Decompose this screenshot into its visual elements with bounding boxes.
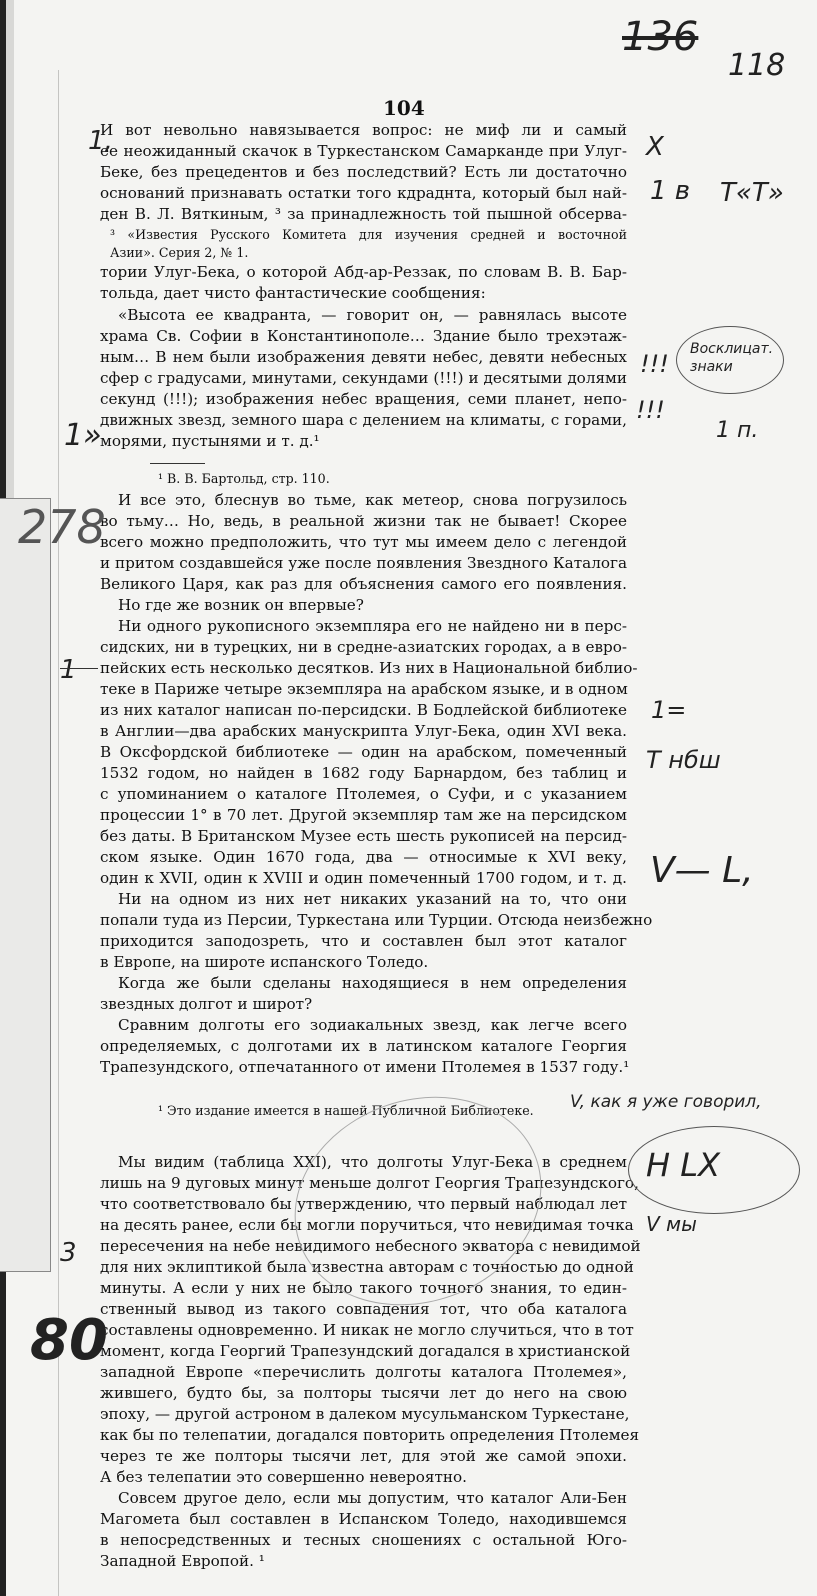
footnote-line: ¹ В. В. Бартольд, стр. 110. (158, 471, 330, 486)
text-line: лишь на 9 дуговых минут меньше долгот Георгия Трапезундского, (100, 1174, 639, 1192)
text-line: Ни одного рукописного экземпляра его не найдено ни в перс- (118, 617, 627, 635)
quote-line: морями, пустынями и т. д.¹ (100, 432, 320, 450)
quote-line: «Высота ее квадранта, — говорит он, — равнялась высоте (118, 306, 627, 324)
text-line: момент, когда Георгий Трапезундский догадался в христианской (100, 1342, 631, 1360)
margin-note: Т нбш (646, 746, 721, 774)
paragraph-tori (100, 262, 627, 304)
margin-note: 3 (60, 1238, 77, 1268)
margin-note: Восклицат. знаки (690, 341, 774, 375)
paragraph-intro (100, 120, 627, 225)
quote-line: движных звезд, земного шара с делением на климаты, с горами, (100, 411, 627, 429)
text-line: 1532 годом, но найден в 1682 году Барнардом, без таблиц и (100, 764, 627, 782)
text-line: процессии 1° в 70 лет. Другой экземпляр там же на персидском (100, 806, 627, 824)
footnote-3 (110, 226, 627, 262)
handwritten-old-page-number: 136 (622, 14, 699, 60)
footnote-line: ¹ Это издание имеется в нашей Публичной Библиотеке. (158, 1103, 534, 1118)
text-line: И вот невольно навязывается вопрос: не миф ли и самый (100, 121, 627, 139)
margin-note: 1 п. (716, 418, 759, 443)
text-line: В Оксфордской библиотеке — один на арабском, помеченный (100, 743, 627, 761)
margin-note: 1 (60, 655, 77, 685)
text-line: А без телепатии это совершенно невероятно. (100, 1468, 467, 1486)
text-line: на десять ранее, если бы могли поручиться, что невидимая точка (100, 1216, 634, 1234)
text-line: из них каталог написан по-персидски. В Бодлейской библиотеке (100, 701, 627, 719)
text-line: в непосредственных и тесных сношениях с остальной Юго- (100, 1531, 627, 1549)
text-line: с упоминанием о каталоге Птолемея, о Суфи, и с указанием (100, 785, 627, 803)
text-line: западной Европе «перечислить долготы каталога Птолемея», (100, 1363, 627, 1381)
text-line: пересечения на небе невидимого небесного экватора с невидимой (100, 1237, 641, 1255)
text-line: ственный вывод из такого совпадения тот, что оба каталога (100, 1300, 627, 1318)
text-line: эпоху, — другой астроном в далеком мусульманском Туркестане, (100, 1405, 630, 1423)
text-line: определяемых, с долготами их в латинском каталоге Георгия (100, 1037, 627, 1055)
quote-line: ным… В нем были изображения девяти небес, девяти небесных (100, 348, 627, 366)
page-number: 104 (383, 96, 425, 120)
text-line: Западной Европой. ¹ (100, 1552, 265, 1570)
text-line: Ни на одном из них нет никаких указаний на то, что они (118, 890, 627, 908)
margin-note: 1, (88, 126, 113, 156)
margin-note: 1» (64, 418, 102, 453)
text-line: ден В. Л. Вяткиным, ³ за принадлежность той пышной обсерва- (100, 205, 627, 223)
text-line: приходится заподозреть, что и составлен был этот каталог (100, 932, 627, 950)
margin-note: H LX (646, 1146, 720, 1184)
text-line: ском языке. Один 1670 года, два — относимые к XVI веку, (100, 848, 627, 866)
text-line: для них эклиптикой была известна авторам с точностью до одной (100, 1258, 634, 1276)
margin-note: 80 (30, 1308, 108, 1373)
text-line: тории Улуг-Бека, о которой Абд-ар-Реззак, по словам В. В. Бар- (100, 263, 627, 281)
footnote-line: Азии». Серия 2, № 1. (110, 245, 249, 260)
main-text (100, 490, 653, 1078)
quote-block (100, 305, 627, 452)
text-line: Но где же возник он впервые? (118, 596, 364, 614)
text-line: через те же полторы тысячи лет, для этой же самой эпохи. (100, 1447, 627, 1465)
text-line: Беке, без прецедентов и без последствий? Есть ли достаточно (100, 163, 627, 181)
margin-note: !!! (640, 350, 669, 378)
margin-note: Т«Т» (720, 178, 784, 208)
text-line: один к XVII, один к XVIII и один помеченный 1700 годом, и т. д. (100, 869, 627, 887)
text-line: оснований признавать остатки того кдраднта, который был най- (100, 184, 627, 202)
margin-dash (60, 668, 98, 669)
margin-note: !!! (636, 396, 665, 424)
quote-line: сфер с градусами, минутами, секундами (!!!) и десятыми долями (100, 369, 627, 387)
text-line: составлены одновременно. И никак не могло случиться, что в тот (100, 1321, 634, 1339)
text-line: Магомета был составлен в Испанском Толедо, находившемся (100, 1510, 627, 1528)
margin-note: X (646, 132, 664, 162)
text-line: минуты. А если у них не было такого точного знания, то един- (100, 1279, 627, 1297)
text-line: сидских, ни в турецких, ни в средне-азиатских городах, а в евро- (100, 638, 627, 656)
quote-line: секунд (!!!); изображения небес вращения, семи планет, непо- (100, 390, 627, 408)
text-line: пейских есть несколько десятков. Из них в Национальной библио- (100, 659, 638, 677)
text-line: тольда, дает чисто фантастические сообщения: (100, 284, 486, 302)
margin-note: V— L, (650, 850, 754, 891)
text-line: Совсем другое дело, если мы допустим, что каталог Али-Бен (118, 1489, 627, 1507)
scan-attached-slip (0, 498, 51, 1272)
text-line: попали туда из Персии, Туркестана или Турции. Отсюда неизбежно (100, 911, 653, 929)
text-line: в Англии—два арабских манускрипта Улуг-Бека, один XVI века. (100, 722, 627, 740)
text-line: Великого Царя, как раз для объяснения самого его появления. (100, 575, 627, 593)
text-line: Когда же были сделаны находящиеся в нем определения (118, 974, 627, 992)
scan-margin-strip (6, 0, 14, 500)
text-line: И все это, блеснув во тьме, как метеор, снова погрузилось (118, 491, 627, 509)
text-line: Мы видим (таблица XXI), что долготы Улуг-Бека в среднем (118, 1153, 627, 1171)
text-line: и притом создавшейся уже после появления Звездного Каталога (100, 554, 627, 572)
text-line: теке в Париже четыре экземпляра на арабском языке, и в одном (100, 680, 628, 698)
footnote-1a (158, 470, 558, 488)
text-line: звездных долгот и широт? (100, 995, 313, 1013)
text-line: всего можно предположить, что тут мы имеем дело с легендой (100, 533, 627, 551)
text-line: Трапезундского, отпечатанного от имени Птолемея в 1537 году.¹ (100, 1058, 630, 1076)
quote-line: храма Св. Софии в Константинополе… Здание было трехэтаж- (100, 327, 627, 345)
text-line: в Европе, на широте испанского Толедо. (100, 953, 429, 971)
footnote-line: ³ «Известия Русского Комитета для изучения средней и восточной (110, 227, 627, 242)
margin-note: V, как я уже говорил, (570, 1092, 762, 1112)
text-line: во тьму… Но, ведь, в реальной жизни так не бывает! Скорее (100, 512, 627, 530)
margin-note: 1 в (650, 176, 691, 206)
margin-note: 278 (18, 500, 106, 554)
margin-note: 1= (651, 696, 687, 724)
text-line: ее неожиданный скачок в Туркестанском Самарканде при Улуг- (100, 142, 627, 160)
handwritten-page-number: 118 (728, 48, 786, 83)
text-line: как бы по телепатии, догадался повторить определения Птолемея (100, 1426, 640, 1444)
text-line: что соответствовало бы утверждению, что первый наблюдал лет (100, 1195, 627, 1213)
text-line: жившего, будто бы, за полторы тысячи лет до него на свою (100, 1384, 627, 1402)
footnote-rule (150, 463, 205, 464)
margin-note: V мы (646, 1212, 697, 1236)
text-line: Сравним долготы его зодиакальных звезд, как легче всего (118, 1016, 627, 1034)
text-line: без даты. В Британском Музее есть шесть рукописей на персид- (100, 827, 627, 845)
